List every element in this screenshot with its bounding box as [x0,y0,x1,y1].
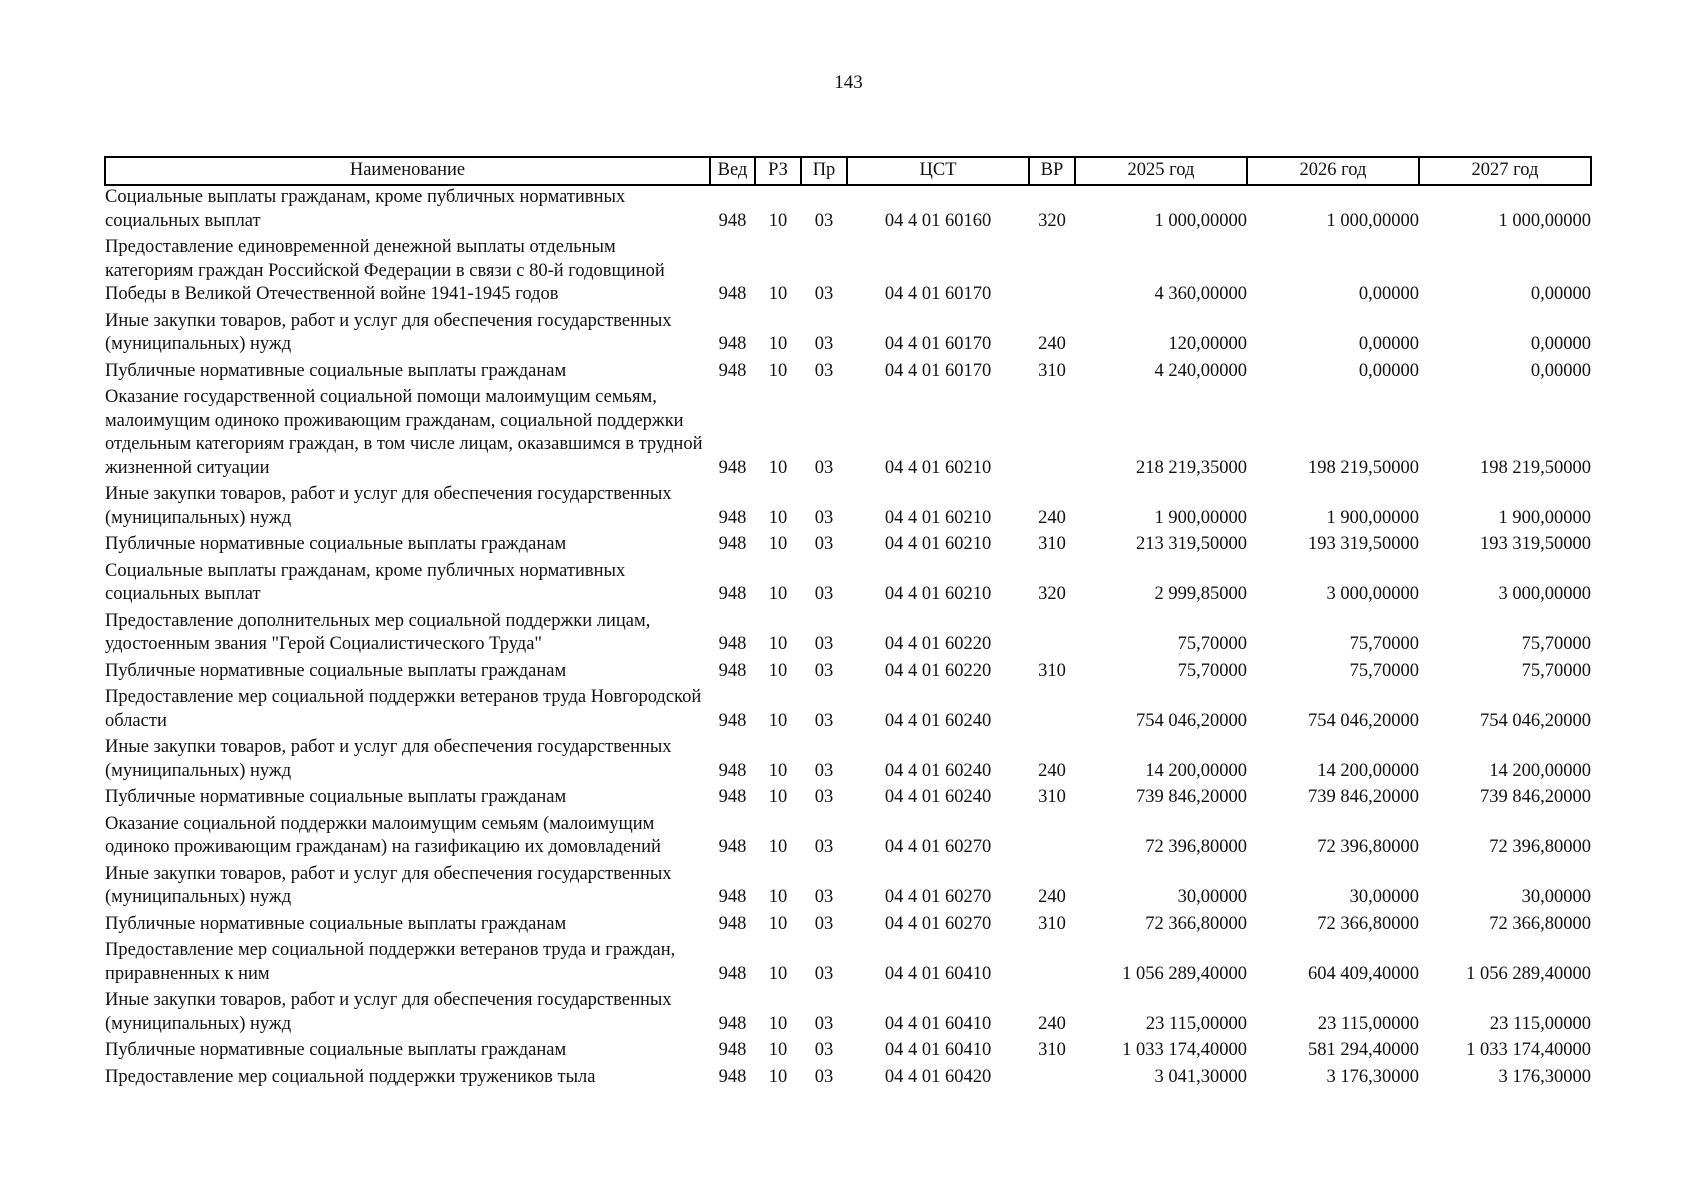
cell-2027: 1 056 289,40000 [1466,963,1591,984]
cell-cst: 04 4 01 60410 [884,1040,992,1060]
cell-vr [1029,386,1075,483]
cell-cst: 04 4 01 60270 [884,887,992,907]
cell-2027: 193 319,50000 [1480,534,1591,554]
cell-2025: 72 396,80000 [1145,837,1247,857]
cell-rz: 10 [768,634,788,654]
table-row [105,1039,1591,1066]
cell-2026: 75,70000 [1349,660,1419,681]
cell-pr: 03 [814,634,834,654]
cell-name: Публичные нормативные социальные выплаты гражданам [105,534,567,554]
cell-rz: 10 [768,1040,788,1060]
cell-cst: 04 4 01 60170 [884,360,992,381]
cell-2025: 4 240,00000 [1154,360,1247,381]
cell-name: Публичные нормативные социальные выплаты гражданам [105,787,567,807]
cell-rz: 10 [768,457,788,478]
cell-vr: 240 [1038,334,1066,354]
cell-cst: 04 4 01 60170 [884,284,992,304]
cell-2025: 739 846,20000 [1136,787,1247,807]
cell-2026: 0,00000 [1358,284,1419,304]
cell-pr: 03 [814,1040,834,1060]
cell-vr: 240 [1038,507,1066,528]
cell-pr: 03 [814,837,834,857]
cell-2027: 30,00000 [1521,887,1591,907]
cell-2027: 739 846,20000 [1480,787,1591,807]
cell-cst: 04 4 01 60170 [884,334,992,354]
cell-rz: 10 [768,284,788,304]
cell-2026: 72 366,80000 [1317,913,1419,934]
cell-vr: 320 [1038,584,1066,604]
cell-2026: 3 000,00000 [1326,584,1419,604]
cell-name: Публичные нормативные социальные выплаты гражданам [105,660,567,681]
cell-rz: 10 [768,334,788,354]
cell-2027: 3 176,30000 [1498,1066,1591,1087]
cell-2027: 23 115,00000 [1489,1013,1591,1034]
table-row [105,786,1591,813]
cell-2025: 213 319,50000 [1136,534,1247,554]
cell-ved: 948 [718,887,747,907]
cell-vr [1029,686,1075,736]
cell-cst: 04 4 01 60420 [884,1066,992,1087]
cell-ved: 948 [718,584,747,604]
cell-2025: 72 366,80000 [1145,913,1247,934]
header-name: Наименование [105,157,710,185]
cell-cst: 04 4 01 60410 [884,1013,992,1034]
cell-pr: 03 [814,760,834,781]
cell-name: Предоставление мер социальной поддержки ветеранов труда Новгородской области [105,687,702,731]
cell-vr: 310 [1038,660,1066,681]
cell-2027: 14 200,00000 [1489,760,1591,781]
table-row [105,939,1591,989]
cell-pr: 03 [814,787,834,807]
cell-vr: 310 [1038,787,1066,807]
cell-vr [1029,1066,1075,1093]
table-row [105,560,1591,610]
cell-name: Иные закупки товаров, работ и услуг для обеспечения государственных (муниципальных) нужд [105,863,672,907]
cell-rz: 10 [768,660,788,681]
table-row [105,863,1591,913]
table-row [105,533,1591,560]
cell-ved: 948 [718,660,747,681]
cell-pr: 03 [814,660,834,681]
cell-vr [1029,610,1075,660]
cell-2026: 1 900,00000 [1326,507,1419,528]
cell-cst: 04 4 01 60210 [884,507,992,528]
table-row [105,360,1591,387]
cell-cst: 04 4 01 60240 [884,710,992,731]
cell-name: Оказание социальной поддержки малоимущим семьям (малоимущим одиноко проживающим гражданам) на газификацию их домовладений [105,813,661,857]
cell-rz: 10 [768,837,788,857]
cell-vr: 240 [1038,760,1066,781]
cell-ved: 948 [718,913,747,934]
cell-ved: 948 [718,1066,747,1087]
table-row [105,236,1591,310]
cell-pr: 03 [814,584,834,604]
table-row [105,386,1591,483]
cell-name: Публичные нормативные социальные выплаты гражданам [105,1040,567,1060]
page-number: 143 [834,72,863,93]
cell-ved: 948 [718,457,747,478]
cell-name: Социальные выплаты гражданам, кроме публичных нормативных социальных выплат [105,187,626,231]
cell-cst: 04 4 01 60270 [884,913,992,934]
cell-name: Публичные нормативные социальные выплаты гражданам [105,913,567,934]
cell-name: Иные закупки товаров, работ и услуг для обеспечения государственных (муниципальных) нужд [105,484,672,528]
header-pr: Пр [801,157,847,185]
table-row [105,310,1591,360]
cell-2026: 739 846,20000 [1308,787,1419,807]
cell-2027: 0,00000 [1530,360,1591,381]
cell-ved: 948 [718,210,747,231]
cell-name: Предоставление единовременной денежной выплаты отдельным категориям граждан Российской Федерации в связи с 80-й годовщиной Победы в Великой Отечественной войне 1941-1945 годов [105,237,665,304]
table-row [105,813,1591,863]
cell-ved: 948 [718,534,747,554]
cell-rz: 10 [768,787,788,807]
cell-2026: 72 396,80000 [1317,837,1419,857]
budget-table [104,156,1592,1092]
cell-rz: 10 [768,1013,788,1034]
cell-pr: 03 [814,457,834,478]
cell-rz: 10 [768,210,788,231]
cell-2025: 75,70000 [1177,660,1247,681]
cell-cst: 04 4 01 60220 [884,660,992,681]
cell-vr: 310 [1038,534,1066,554]
cell-ved: 948 [718,963,747,984]
cell-name: Предоставление дополнительных мер социальной поддержки лицам, удостоенным звания "Герой Социалистического Труда" [105,610,651,654]
cell-2025: 2 999,85000 [1154,584,1247,604]
table-row [105,1066,1591,1093]
cell-cst: 04 4 01 60160 [884,210,992,231]
cell-pr: 03 [814,210,834,231]
cell-name: Иные закупки товаров, работ и услуг для обеспечения государственных (муниципальных) нужд [105,990,672,1034]
cell-2027: 75,70000 [1521,660,1591,681]
cell-2025: 23 115,00000 [1145,1013,1247,1034]
cell-2026: 23 115,00000 [1317,1013,1419,1034]
cell-rz: 10 [768,507,788,528]
cell-2026: 581 294,40000 [1308,1040,1419,1060]
cell-2027: 754 046,20000 [1480,710,1591,731]
cell-rz: 10 [768,760,788,781]
header-rz: РЗ [755,157,801,185]
cell-name: Предоставление мер социальной поддержки тружеников тыла [105,1066,596,1087]
table-row [105,660,1591,687]
cell-pr: 03 [814,1066,834,1087]
header-cst: ЦСТ [847,157,1029,185]
table-row [105,686,1591,736]
cell-vr [1029,236,1075,310]
cell-name: Оказание государственной социальной помощи малоимущим семьям, малоимущим одиноко проживающим гражданам, социальной поддержки отдельным категориям граждан, в том числе лицам, оказавшимся в трудной жизненной ситуации [105,387,703,478]
cell-2025: 3 041,30000 [1154,1066,1247,1087]
cell-pr: 03 [814,360,834,381]
table-row [105,989,1591,1039]
cell-ved: 948 [718,634,747,654]
cell-2026: 754 046,20000 [1308,710,1419,731]
cell-cst: 04 4 01 60210 [884,584,992,604]
cell-pr: 03 [814,887,834,907]
table-header-row [105,157,1591,185]
cell-pr: 03 [814,1013,834,1034]
cell-2025: 4 360,00000 [1154,284,1247,304]
cell-2026: 0,00000 [1358,360,1419,381]
cell-vr: 310 [1038,1040,1066,1060]
cell-2027: 1 033 174,40000 [1466,1040,1591,1060]
table-row [105,185,1591,236]
cell-name: Публичные нормативные социальные выплаты гражданам [105,360,567,381]
cell-2027: 198 219,50000 [1480,457,1591,478]
cell-name: Иные закупки товаров, работ и услуг для обеспечения государственных (муниципальных) нужд [105,310,672,354]
table-row [105,610,1591,660]
cell-2025: 120,00000 [1168,334,1247,354]
header-2025: 2025 год [1075,157,1247,185]
table-body [105,185,1591,1092]
cell-2025: 1 900,00000 [1154,507,1247,528]
cell-pr: 03 [814,710,834,731]
cell-2026: 14 200,00000 [1317,760,1419,781]
cell-2027: 72 396,80000 [1489,837,1591,857]
cell-ved: 948 [718,787,747,807]
cell-ved: 948 [718,710,747,731]
cell-2026: 0,00000 [1358,334,1419,354]
cell-2025: 1 000,00000 [1154,210,1247,231]
cell-cst: 04 4 01 60210 [884,457,992,478]
cell-name: Социальные выплаты гражданам, кроме публичных нормативных социальных выплат [105,560,626,604]
cell-ved: 948 [718,1013,747,1034]
cell-2025: 754 046,20000 [1136,710,1247,731]
cell-rz: 10 [768,963,788,984]
table-row [105,913,1591,940]
cell-vr: 240 [1038,887,1066,907]
cell-rz: 10 [768,584,788,604]
cell-vr: 310 [1038,360,1066,381]
cell-rz: 10 [768,1066,788,1087]
cell-2025: 30,00000 [1177,887,1247,907]
cell-pr: 03 [814,334,834,354]
cell-ved: 948 [718,837,747,857]
header-2027: 2027 год [1419,157,1591,185]
cell-vr [1029,939,1075,989]
cell-pr: 03 [814,963,834,984]
cell-2025: 1 056 289,40000 [1122,963,1247,984]
cell-vr: 310 [1038,913,1066,934]
header-vr: ВР [1029,157,1075,185]
table-row [105,483,1591,533]
cell-ved: 948 [718,507,747,528]
cell-ved: 948 [718,334,747,354]
cell-2025: 218 219,35000 [1136,457,1247,478]
cell-vr: 240 [1038,1013,1066,1034]
cell-2026: 1 000,00000 [1326,210,1419,231]
cell-2025: 1 033 174,40000 [1122,1040,1247,1060]
cell-cst: 04 4 01 60240 [884,760,992,781]
cell-2026: 198 219,50000 [1308,457,1419,478]
cell-ved: 948 [718,760,747,781]
cell-cst: 04 4 01 60270 [884,837,992,857]
cell-name: Предоставление мер социальной поддержки ветеранов труда и граждан, приравненных к ним [105,940,676,984]
cell-2026: 604 409,40000 [1308,963,1419,984]
cell-ved: 948 [718,1040,747,1060]
cell-2025: 75,70000 [1177,634,1247,654]
cell-rz: 10 [768,710,788,731]
cell-ved: 948 [718,284,747,304]
cell-2027: 0,00000 [1530,334,1591,354]
header-2026: 2026 год [1247,157,1419,185]
cell-2025: 14 200,00000 [1145,760,1247,781]
cell-ved: 948 [718,360,747,381]
header-ved: Вед [710,157,755,185]
cell-cst: 04 4 01 60220 [884,634,992,654]
cell-name: Иные закупки товаров, работ и услуг для обеспечения государственных (муниципальных) нужд [105,737,672,781]
cell-rz: 10 [768,887,788,907]
cell-2027: 1 900,00000 [1498,507,1591,528]
cell-2027: 0,00000 [1530,284,1591,304]
cell-2027: 3 000,00000 [1498,584,1591,604]
cell-vr [1029,813,1075,863]
cell-vr: 320 [1038,210,1066,231]
cell-rz: 10 [768,913,788,934]
cell-2027: 75,70000 [1521,634,1591,654]
cell-cst: 04 4 01 60410 [884,963,992,984]
cell-pr: 03 [814,284,834,304]
cell-rz: 10 [768,534,788,554]
cell-2026: 30,00000 [1349,887,1419,907]
cell-2026: 193 319,50000 [1308,534,1419,554]
cell-pr: 03 [814,913,834,934]
cell-rz: 10 [768,360,788,381]
cell-2027: 72 366,80000 [1489,913,1591,934]
table-row [105,736,1591,786]
cell-2026: 75,70000 [1349,634,1419,654]
cell-2027: 1 000,00000 [1498,210,1591,231]
cell-cst: 04 4 01 60210 [884,534,992,554]
cell-cst: 04 4 01 60240 [884,787,992,807]
cell-pr: 03 [814,507,834,528]
cell-2026: 3 176,30000 [1326,1066,1419,1087]
cell-pr: 03 [814,534,834,554]
